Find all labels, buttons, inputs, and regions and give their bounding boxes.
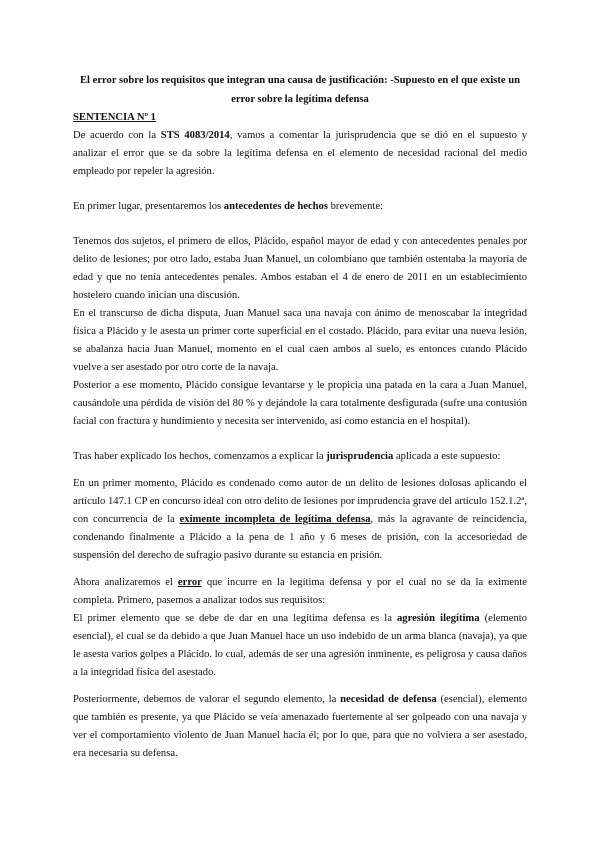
bold-text: STS 4083/2014	[160, 130, 230, 141]
text-run: (elemento esencial), el cual se da debido a que Juan Manuel hace un uso indebido de un arma blanca (navaja), ya que le asesta varios golpes a Plácido. lo cual, además de ser una agresión inminente, es peligrosa y causa daños a la integridad física del asestado.	[73, 613, 527, 678]
text-run: (esencial), elemento que también es presente, ya que Plácido se veía amenazado fuertemente al ser golpeado con una navaja y ver el comportamiento violento de Juan Manuel hacia él; por lo que, para que no volviera a ser asestado, era necesaria su defensa.	[73, 694, 528, 759]
paragraph-antecedentes	[73, 198, 527, 216]
text-run: De acuerdo con la	[73, 130, 161, 141]
text-run: , más la agravante de reincidencia, condenando finalmente a Plácido a la pena de 1 año y 6 meses de prisión, con la accesoriedad de suspensión del derecho de sufragio pasivo durante su estancia en prisión.	[73, 514, 527, 561]
paragraph-hechos-1: Tenemos dos sujetos, el primero de ellos, Plácido, español mayor de edad y con antecedentes penales por delito de lesiones; por otro lado, estaba Juan Manuel, un colombiano que también ostentaba la mayoría de edad y que no tenía antecedentes penales. Ambos estaban el 4 de enero de 2011 en un establecimiento hostelero cuando inician una discusión.	[73, 236, 527, 301]
bold-underlined-text: eximente incompleta de legítima defensa	[179, 514, 371, 525]
bold-underlined-text: error	[177, 577, 202, 588]
bold-text: antecedentes de hechos	[223, 201, 328, 212]
text-run: El primer elemento que se debe de dar en una legítima defensa es la	[73, 613, 397, 624]
bold-text: agresión ilegítima	[397, 613, 480, 624]
paragraph-agresion	[73, 610, 527, 682]
text-run: Tras haber explicado los hechos, comenzamos a explicar la	[73, 451, 327, 462]
text-run: Ahora analizaremos el	[73, 577, 178, 588]
paragraph-jurisprudencia	[73, 448, 527, 466]
bold-text: necesidad de defensa	[340, 694, 437, 705]
paragraph-necesidad	[73, 691, 527, 763]
text-run: En un primer momento, Plácido es condenado como autor de un delito de lesiones dolosas aplicando el artículo 147.1 CP en concurso ideal con otro delito de lesiones por imprudencia grave del artículo 152.1.2ª, con concurrencia de la	[73, 478, 527, 525]
paragraph-condena	[73, 475, 527, 565]
text-run: , vamos a comentar la jurisprudencia que se dió en el supuesto y analizar el error que se da sobre la legítima defensa en el elemento de necesidad racional del medio empleado por repeler la agresión.	[73, 130, 527, 177]
text-run: En primer lugar, presentaremos los	[73, 201, 224, 212]
text-run: aplicada a este supuesto:	[393, 451, 501, 462]
text-run: brevemente:	[327, 201, 383, 212]
bold-text: jurisprudencia	[326, 451, 394, 462]
paragraph-error	[73, 574, 527, 610]
paragraph-hechos-2: En el transcurso de dicha disputa, Juan Manuel saca una navaja con ánimo de menoscabar la integridad física a Plácido y le asesta un primer corte superficial en el costado. Plácido, para evitar una nueva lesión, se abalanza hacia Juan Manuel, momento en el cual caen ambos al suelo, es entonces cuando Plácido vuelve a ser asestado por otro corte de la navaja.	[73, 308, 527, 373]
paragraph-intro	[73, 127, 527, 181]
paragraph-hechos-3: Posterior a ese momento, Plácido consigue levantarse y le propicia una patada en la cara a Juan Manuel, causándole una pérdida de visión del 80 % y dejándole la cara totalmente desfigurada (sufre una contusión facial con fractura y hundimiento y necesita ser intervenido, así como estancia en el hospital).	[73, 380, 527, 427]
document-title: El error sobre los requisitos que integran una causa de justificación: -Supuesto en el que existe un error sobre la legítima defensa	[79, 75, 521, 105]
text-run: que incurre en la legítima defensa y por el cual no se da la eximente completa. Primero, pasemos a analizar todos sus requisitos:	[73, 577, 527, 606]
text-run: Posteriormente, debemos de valorar el segundo elemento, la	[73, 694, 341, 705]
section-heading: SENTENCIA Nº 1	[73, 112, 156, 123]
